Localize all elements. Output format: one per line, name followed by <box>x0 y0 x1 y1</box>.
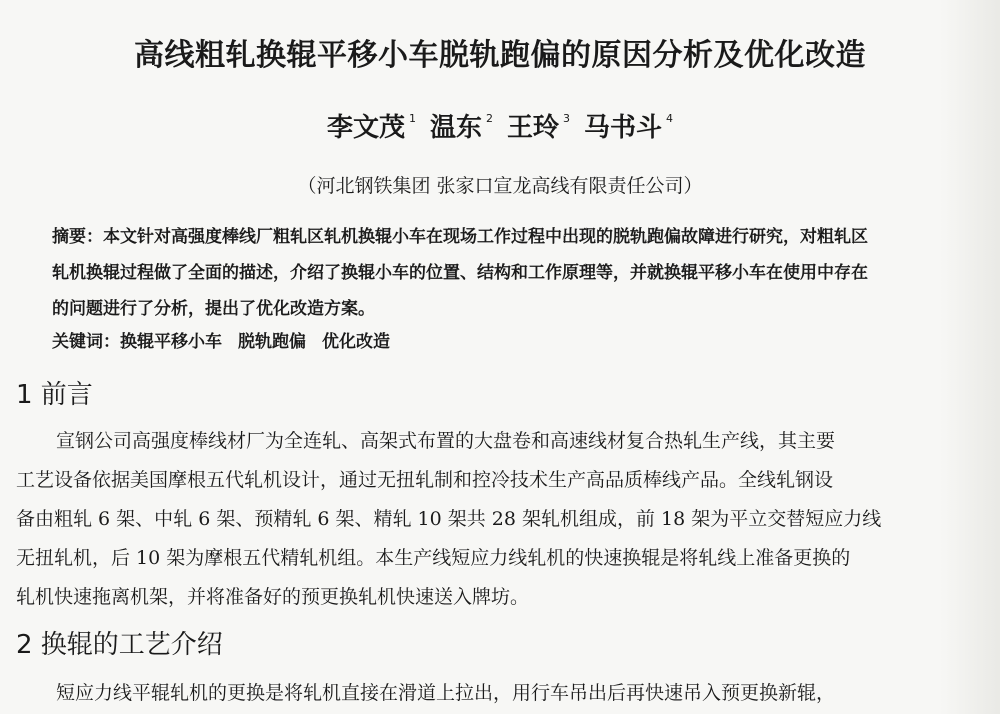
keywords-label: 关键词： <box>52 332 120 352</box>
affiliation: （河北钢铁集团 张家口宣龙高线有限责任公司） <box>297 175 703 197</box>
author-name: 王玲 <box>507 113 560 143</box>
author-affiliation-mark: 2 <box>486 112 493 125</box>
keyword: 换辊平移小车 <box>120 332 222 352</box>
author <box>327 113 430 143</box>
abstract <box>52 219 942 327</box>
keywords <box>52 327 406 352</box>
author-list <box>0 107 1000 144</box>
author-affiliation-mark: 3 <box>563 112 571 125</box>
section-heading: 2 换辊的工艺介绍 <box>16 630 223 660</box>
author-name: 温东 <box>429 113 482 143</box>
abstract-line: 的问题进行了分析，提出了优化改造方案。 <box>52 299 375 319</box>
paragraph-line: 轧机快速拖离机架，并将准备好的预更换轧机快速送入牌坊。 <box>16 586 530 608</box>
abstract-label: 摘要： <box>52 227 103 247</box>
abstract-line: 轧机换辊过程做了全面的描述，介绍了换辊小车的位置、结构和工作原理等，并就换辊平移小车在使用中存在 <box>52 263 868 283</box>
paragraph-line: 无扭轧机，后 10 架为摩根五代精轧机组。本生产线短应力线轧机的快速换辊是将轧线上准备更换的 <box>16 547 851 569</box>
author-name: 马书斗 <box>584 113 663 143</box>
section-body <box>16 422 936 617</box>
paragraph-line: 备由粗轧 6 架、中轧 6 架、预精轧 6 架、精轧 10 架共 28 架轧机组成，前 18 架为平立交替短应力线 <box>16 508 882 530</box>
keyword: 优化改造 <box>322 332 390 352</box>
paragraph-line: 宣钢公司高强度棒线材厂为全连轧、高架式布置的大盘卷和高速线材复合热轧生产线，其主要 <box>56 430 836 452</box>
paragraph-line: 短应力线平辊轧机的更换是将轧机直接在滑道上拉出，用行车吊出后再快速吊入预更换新辊， <box>56 682 836 704</box>
section-body <box>16 674 936 713</box>
author <box>584 113 673 143</box>
author-affiliation-mark: 1 <box>408 112 416 125</box>
abstract-text: 本文针对高强度棒线厂粗轧区轧机换辊小车在现场工作过程中出现的脱轨跑偏故障进行研究，对粗轧区 <box>103 227 868 247</box>
author-affiliation-mark: 4 <box>666 112 674 125</box>
paragraph-line: 工艺设备依据美国摩根五代轧机设计，通过无扭轧制和控冷技术生产高品质棒线产品。全线轧钢设 <box>16 469 834 491</box>
section-heading: 1 前言 <box>16 380 93 410</box>
author-name: 李文茂 <box>326 113 405 143</box>
author <box>430 113 507 143</box>
paper-title: 高线粗轧换辊平移小车脱轨跑偏的原因分析及优化改造 <box>134 38 866 73</box>
scan-shadow <box>940 0 1000 714</box>
author <box>507 113 584 143</box>
abstract-line <box>52 219 942 255</box>
keyword: 脱轨跑偏 <box>238 332 306 352</box>
